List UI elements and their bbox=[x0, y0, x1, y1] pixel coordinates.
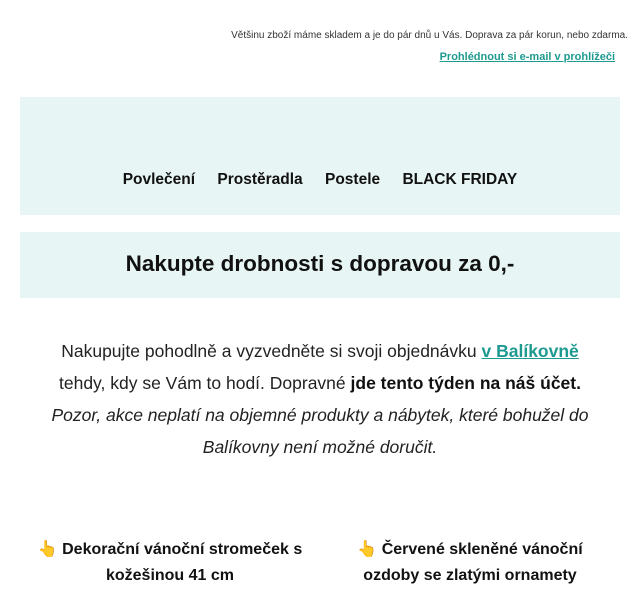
nav-item-black-friday[interactable]: BLACK FRIDAY bbox=[402, 171, 518, 188]
product-title-stromecek[interactable] bbox=[30, 537, 310, 589]
nav-item-povleceni[interactable]: Povlečení bbox=[122, 171, 196, 188]
pointing-hand-icon: 👆 bbox=[357, 541, 378, 558]
promo-title: Nakupte drobnosti s dopravou za 0,- bbox=[125, 251, 515, 276]
balikovna-link[interactable]: v Balíkovně bbox=[481, 341, 579, 361]
intro-bold: jde tento týden na náš účet. bbox=[350, 373, 581, 393]
promo-banner bbox=[20, 232, 620, 298]
intro-text-1: Nakupujte pohodlně a vyzvedněte si svoji objednávku bbox=[61, 341, 482, 361]
intro-paragraph bbox=[40, 335, 600, 463]
nav-bar bbox=[20, 97, 620, 215]
view-in-browser-link[interactable]: Prohlédnout si e-mail v prohlížeči bbox=[439, 51, 615, 63]
product-title-text: Červené skleněné vánoční ozdoby se zlatými ornamety bbox=[363, 541, 583, 584]
intro-text-2: tehdy, kdy se Vám to hodí. Dopravné bbox=[59, 373, 351, 393]
product-title-ozdoby[interactable] bbox=[330, 537, 610, 589]
nav-menu bbox=[20, 171, 620, 189]
nav-item-prosteradla[interactable]: Prostěradla bbox=[217, 171, 303, 188]
product-title-text: Dekorační vánoční stromeček s kožešinou 41 cm bbox=[62, 541, 303, 584]
intro-italic: Pozor, akce neplatí na objemné produkty a nábytek, které bohužel do Balíkovny není možné doručit. bbox=[51, 405, 589, 457]
preheader-text: Většinu zboží máme skladem a je do pár dnů u Vás. Doprava za pár korun, nebo zdarma. bbox=[231, 30, 628, 41]
pointing-hand-icon: 👆 bbox=[37, 541, 58, 558]
nav-item-postele[interactable]: Postele bbox=[325, 171, 381, 188]
